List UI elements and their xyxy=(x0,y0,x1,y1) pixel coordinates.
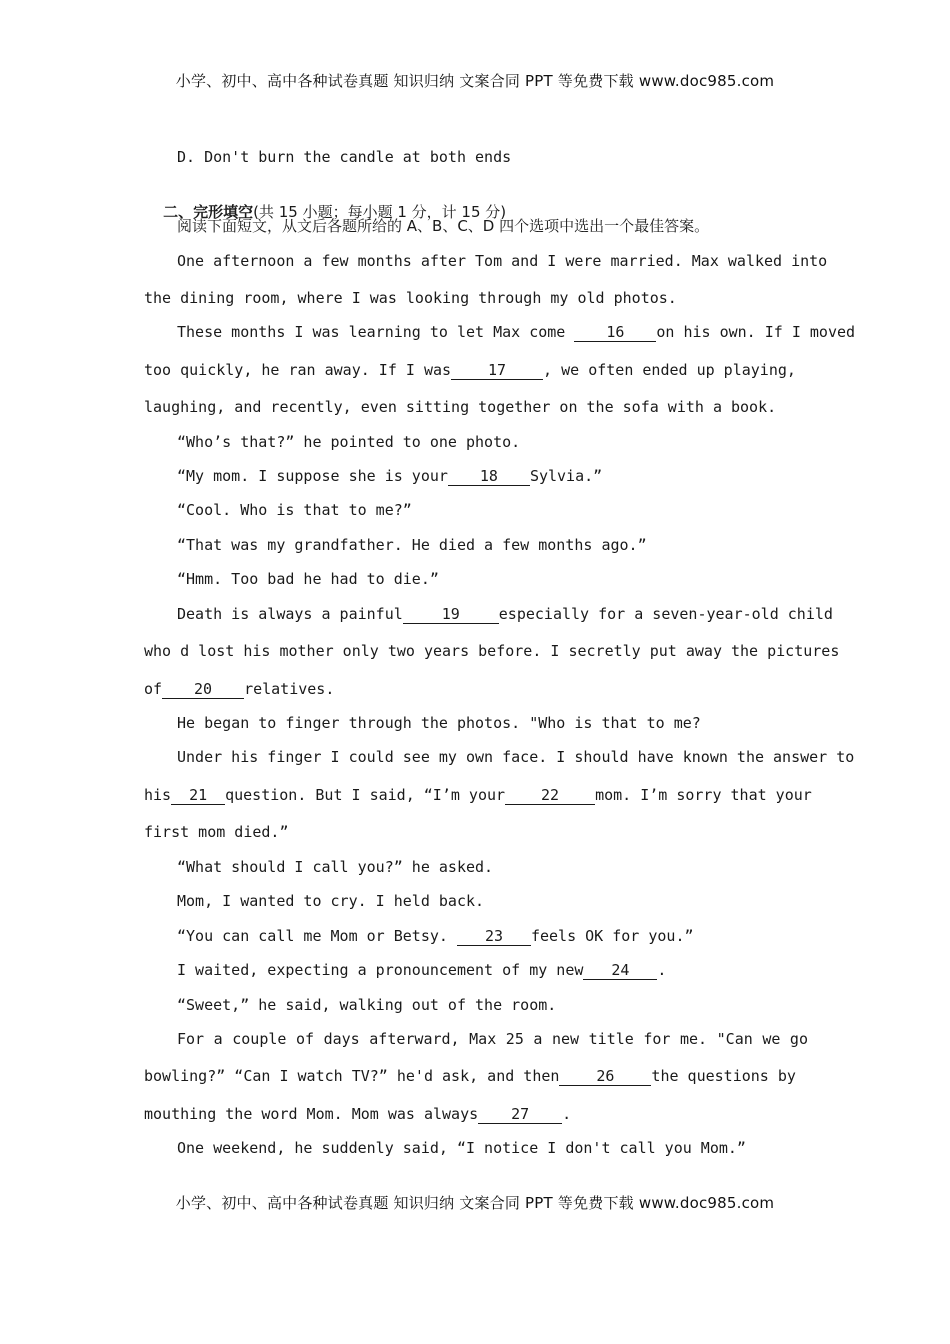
text-run: bowling?” “Can I watch TV?” he'd ask, and then xyxy=(144,1067,560,1085)
dialogue-line: “That was my grandfather. He died a few months ago.” xyxy=(177,536,647,554)
page-header: 小学、初中、高中各种试卷真题 知识归纳 文案合同 PPT 等免费下载 www.doc985.com xyxy=(175,72,775,90)
blank-20: 20 xyxy=(162,680,244,699)
text-run: relatives. xyxy=(244,680,335,698)
paragraph-line xyxy=(144,360,808,380)
dialogue-line: Mom, I wanted to cry. I held back. xyxy=(177,892,485,910)
text-run: mouthing the word Mom. Mom was always xyxy=(144,1105,479,1123)
paragraph-line: One afternoon a few months after Tom and I were married. Max walked into xyxy=(177,252,828,270)
blank-23: 23 xyxy=(457,927,531,946)
paragraph-line xyxy=(177,322,856,342)
dialogue-line: “Who’s that?” he pointed to one photo. xyxy=(177,433,521,451)
dialogue-line xyxy=(177,466,808,486)
paragraph-line xyxy=(177,604,833,624)
text-run: Sylvia.” xyxy=(529,467,603,485)
page-footer: 小学、初中、高中各种试卷真题 知识归纳 文案合同 PPT 等免费下载 www.doc985.com xyxy=(175,1194,775,1212)
dialogue-line: “Cool. Who is that to me?” xyxy=(177,501,412,519)
paragraph-line xyxy=(144,1104,808,1124)
blank-22: 22 xyxy=(505,786,595,805)
dialogue-line xyxy=(177,926,808,946)
option-d: D. Don't burn the candle at both ends xyxy=(177,148,512,166)
text-run: of xyxy=(144,680,163,698)
dialogue-line: “What should I call you?” he asked. xyxy=(177,858,494,876)
paragraph-line: One weekend, he suddenly said, “I notice I don't call you Mom.” xyxy=(177,1139,746,1157)
blank-27: 27 xyxy=(478,1105,562,1124)
text-run: “My mom. I suppose she is your xyxy=(177,467,448,485)
paragraph-line xyxy=(144,679,808,699)
text-run: too quickly, he ran away. If I was xyxy=(144,361,452,379)
paragraph-line: He began to finger through the photos. "Who is that to me? xyxy=(177,714,701,732)
text-run: mom. I’m sorry that your xyxy=(595,786,812,804)
dialogue-line: “Sweet,” he said, walking out of the room. xyxy=(177,996,557,1014)
text-run: on his own. If I moved xyxy=(656,323,856,341)
blank-26: 26 xyxy=(559,1067,651,1086)
section-title: 二、完形填空 xyxy=(163,203,254,221)
blank-18: 18 xyxy=(448,467,530,486)
paragraph-line: For a couple of days afterward, Max 25 a new title for me. "Can we go xyxy=(177,1030,808,1048)
text-run: . xyxy=(657,961,667,979)
paragraph-line: the dining room, where I was looking through my old photos. xyxy=(144,289,677,307)
text-run: feels OK for you.” xyxy=(530,927,694,945)
dialogue-line: “Hmm. Too bad he had to die.” xyxy=(177,570,439,588)
text-run: “You can call me Mom or Betsy. xyxy=(177,927,457,945)
paragraph-line: laughing, and recently, even sitting together on the sofa with a book. xyxy=(144,398,777,416)
blank-17: 17 xyxy=(451,361,543,380)
text-run: question. But I said, “I’m your xyxy=(225,786,506,804)
section-instruction: 阅读下面短文，从文后各题所给的 A、B、C、D 四个选项中选出一个最佳答案。 xyxy=(177,217,710,235)
text-run: . xyxy=(562,1105,572,1123)
text-run: the questions by xyxy=(651,1067,796,1085)
text-run: especially for a seven-year-old child xyxy=(498,605,833,623)
paragraph-line xyxy=(144,1066,808,1086)
paragraph-line: Under his finger I could see my own face. I should have known the answer to xyxy=(177,748,855,766)
paragraph-line xyxy=(144,785,812,805)
blank-21: 21 xyxy=(171,786,225,805)
blank-24: 24 xyxy=(583,961,657,980)
blank-19: 19 xyxy=(403,605,499,624)
blank-16: 16 xyxy=(574,323,656,342)
text-run: Death is always a painful xyxy=(177,605,403,623)
text-run: his xyxy=(144,786,172,804)
paragraph-line: first mom died.” xyxy=(144,823,289,841)
section-info: (共 15 小题；每小题 1 分，计 15 分) xyxy=(253,203,507,221)
text-run: , we often ended up playing, xyxy=(543,361,796,379)
text-run: These months I was learning to let Max come xyxy=(177,323,575,341)
text-run: I waited, expecting a pronouncement of my new xyxy=(177,961,584,979)
paragraph-line: who d lost his mother only two years before. I secretly put away the pictures xyxy=(144,642,840,660)
dialogue-line xyxy=(177,960,808,980)
